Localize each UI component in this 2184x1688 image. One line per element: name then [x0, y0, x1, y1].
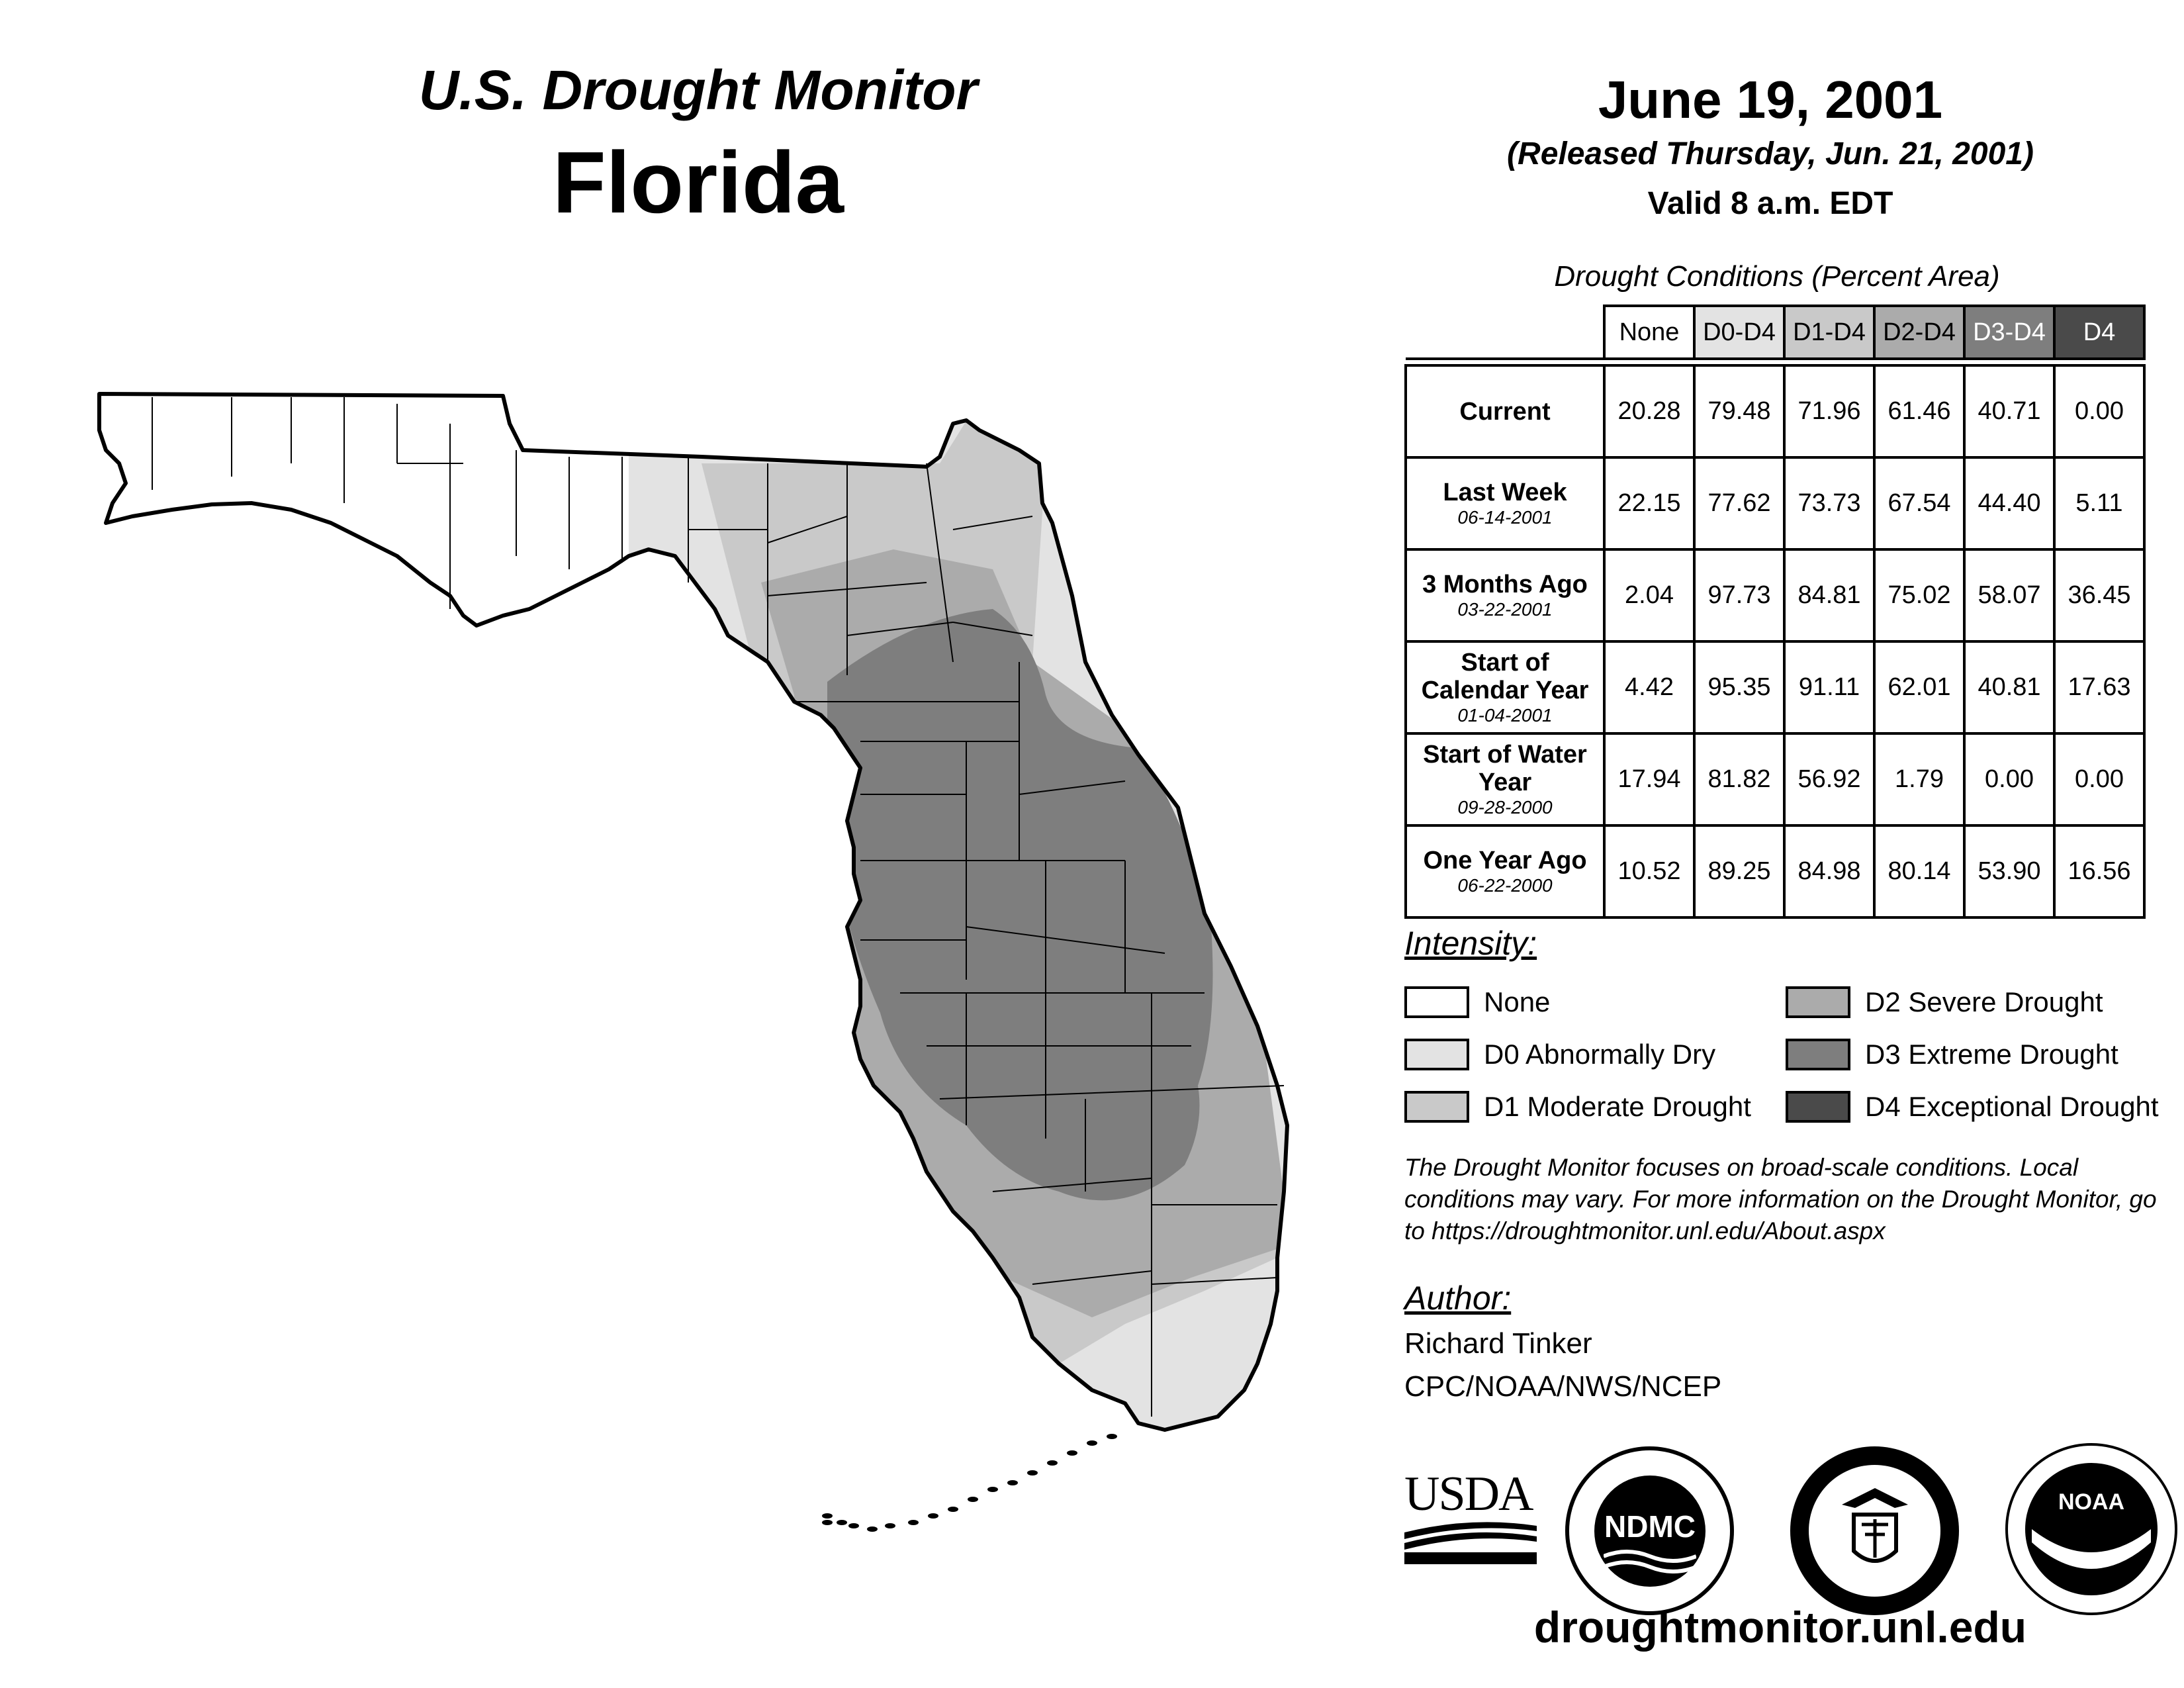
ndmc-logo-text: NDMC [1604, 1509, 1696, 1544]
legend-item [1404, 1037, 1715, 1072]
author-heading: Author: [1404, 1280, 1512, 1317]
island-mark [867, 1526, 878, 1532]
valid-time: Valid 8 a.m. EDT [1647, 186, 1893, 221]
legend-item [1404, 984, 1550, 1020]
drought-conditions-table [1404, 305, 2146, 919]
table-cell: 40.71 [1964, 365, 2054, 457]
table-cell: 75.02 [1874, 549, 1964, 641]
table-cell: 58.07 [1964, 549, 2054, 641]
column-header: D3-D4 [1964, 306, 2054, 359]
author-organization: CPC/NOAA/NWS/NCEP [1404, 1370, 1722, 1403]
table-row [1406, 733, 2144, 825]
table-cell: 0.00 [1964, 733, 2054, 825]
island-mark [1107, 1434, 1117, 1439]
table-cell: 2.04 [1604, 549, 1694, 641]
row-label [1406, 733, 1604, 825]
table-cell: 44.40 [1964, 457, 2054, 549]
island-mark [1087, 1440, 1097, 1446]
legend-swatch [1404, 1039, 1469, 1070]
table-cell: 81.82 [1694, 733, 1784, 825]
island-mark [948, 1507, 958, 1512]
table-cell: 36.45 [2054, 549, 2144, 641]
island-mark [885, 1523, 895, 1528]
table-cell: 5.11 [2054, 457, 2144, 549]
table-cell: 67.54 [1874, 457, 1964, 549]
eagle-shield-icon [1835, 1485, 1915, 1577]
table-cell: 20.28 [1604, 365, 1694, 457]
noaa-bird-icon [2025, 1523, 2158, 1595]
island-mark [1047, 1460, 1058, 1466]
wave-icon [1604, 1547, 1696, 1573]
table-cell: 71.96 [1784, 365, 1874, 457]
table-cell: 0.00 [2054, 733, 2144, 825]
florida-keys [822, 1434, 1117, 1532]
ndmc-seal [1565, 1446, 1734, 1615]
legend-swatch [1786, 986, 1850, 1018]
island-mark [837, 1520, 847, 1525]
table-cell: 89.25 [1694, 825, 1784, 917]
island-mark [848, 1523, 859, 1528]
table-row [1406, 825, 2144, 917]
release-date: (Released Thursday, Jun. 21, 2001) [1507, 136, 2034, 171]
info-note: The Drought Monitor focuses on broad-scale conditions. Local conditions may vary. For more information on the Drought Monitor, go to https://droughtmonitor.unl.edu/About.aspx [1404, 1154, 2157, 1244]
row-date: 01-04-2001 [1457, 704, 1553, 726]
legend-item [1786, 984, 2103, 1020]
map-date: June 19, 2001 [1598, 70, 1943, 129]
row-label-text: Current [1459, 397, 1551, 426]
table-cell: 53.90 [1964, 825, 2054, 917]
legend-label: D2 Severe Drought [1865, 986, 2103, 1017]
row-label [1406, 365, 1604, 457]
island-mark [1067, 1450, 1077, 1456]
table-row [1406, 549, 2144, 641]
monitor-title: U.S. Drought Monitor [418, 59, 978, 121]
table-cell: 10.52 [1604, 825, 1694, 917]
table-row [1406, 457, 2144, 549]
legend-label: D1 Moderate Drought [1484, 1091, 1751, 1122]
table-cell: 16.56 [2054, 825, 2144, 917]
island-mark [822, 1520, 833, 1525]
row-date: 06-14-2001 [1457, 506, 1553, 528]
table-cell: 61.46 [1874, 365, 1964, 457]
legend-item [1786, 1089, 2159, 1125]
row-label [1406, 641, 1604, 733]
legend-swatch [1404, 986, 1469, 1018]
table-cell: 62.01 [1874, 641, 1964, 733]
usda-logo [1404, 1466, 1537, 1566]
table-cell: 22.15 [1604, 457, 1694, 549]
island-mark [1007, 1480, 1018, 1485]
table-cell: 40.81 [1964, 641, 2054, 733]
row-label-text: One Year Ago [1423, 846, 1587, 874]
column-header: D4 [2054, 306, 2144, 359]
row-label [1406, 549, 1604, 641]
table-row [1406, 365, 2144, 457]
d3-region [827, 609, 1213, 1200]
site-url[interactable]: droughtmonitor.unl.edu [1533, 1603, 2027, 1652]
row-label [1406, 825, 1604, 917]
row-date: 09-28-2000 [1457, 796, 1553, 818]
legend-swatch [1786, 1091, 1850, 1123]
island-mark [1027, 1470, 1038, 1476]
table-cell: 1.79 [1874, 733, 1964, 825]
table-cell: 97.73 [1694, 549, 1784, 641]
island-mark [968, 1497, 978, 1502]
row-label-text: Start of Water Year [1423, 740, 1587, 796]
table-cell: 95.35 [1694, 641, 1784, 733]
legend-swatch [1786, 1039, 1850, 1070]
noaa-seal [2005, 1443, 2177, 1615]
legend-item [1404, 1089, 1751, 1125]
legend-label: D3 Extreme Drought [1865, 1039, 2118, 1070]
table-cell: 73.73 [1784, 457, 1874, 549]
table-cell: 80.14 [1874, 825, 1964, 917]
island-mark [822, 1513, 833, 1519]
column-header: D2-D4 [1874, 306, 1964, 359]
legend-label: None [1484, 986, 1551, 1017]
row-label-text: 3 Months Ago [1422, 570, 1588, 598]
island-mark [928, 1513, 938, 1519]
usda-field-icon [1404, 1519, 1537, 1566]
column-header: D1-D4 [1784, 306, 1874, 359]
noaa-logo-text: NOAA [2058, 1489, 2125, 1515]
table-row [1406, 641, 2144, 733]
table-cell: 77.62 [1694, 457, 1784, 549]
row-date: 03-22-2001 [1457, 598, 1553, 620]
row-label-text: Last Week [1443, 478, 1567, 506]
legend-swatch [1404, 1091, 1469, 1123]
table-cell: 84.98 [1784, 825, 1874, 917]
table-cell: 17.94 [1604, 733, 1694, 825]
table-cell: 0.00 [2054, 365, 2144, 457]
island-mark [908, 1520, 919, 1525]
table-cell: 4.42 [1604, 641, 1694, 733]
table-cell: 79.48 [1694, 365, 1784, 457]
table-corner [1406, 306, 1604, 359]
author-name: Richard Tinker [1404, 1327, 1592, 1360]
column-header: None [1604, 306, 1694, 359]
column-header: D0-D4 [1694, 306, 1784, 359]
row-date: 06-22-2000 [1457, 874, 1553, 896]
island-mark [987, 1487, 998, 1492]
row-label-text: Start of Calendar Year [1421, 648, 1589, 704]
table-cell: 17.63 [2054, 641, 2144, 733]
table-caption: Drought Conditions (Percent Area) [1554, 260, 2000, 293]
legend-title: Intensity: [1404, 925, 1537, 962]
table-cell: 84.81 [1784, 549, 1874, 641]
table-cell: 91.11 [1784, 641, 1874, 733]
department-of-commerce-seal [1790, 1446, 1959, 1615]
row-label [1406, 457, 1604, 549]
legend-label: D4 Exceptional Drought [1865, 1091, 2159, 1122]
table-cell: 56.92 [1784, 733, 1874, 825]
state-title: Florida [552, 134, 844, 231]
legend-label: D0 Abnormally Dry [1484, 1039, 1716, 1070]
legend-item [1786, 1037, 2118, 1072]
usda-logo-text: USDA [1404, 1467, 1533, 1521]
